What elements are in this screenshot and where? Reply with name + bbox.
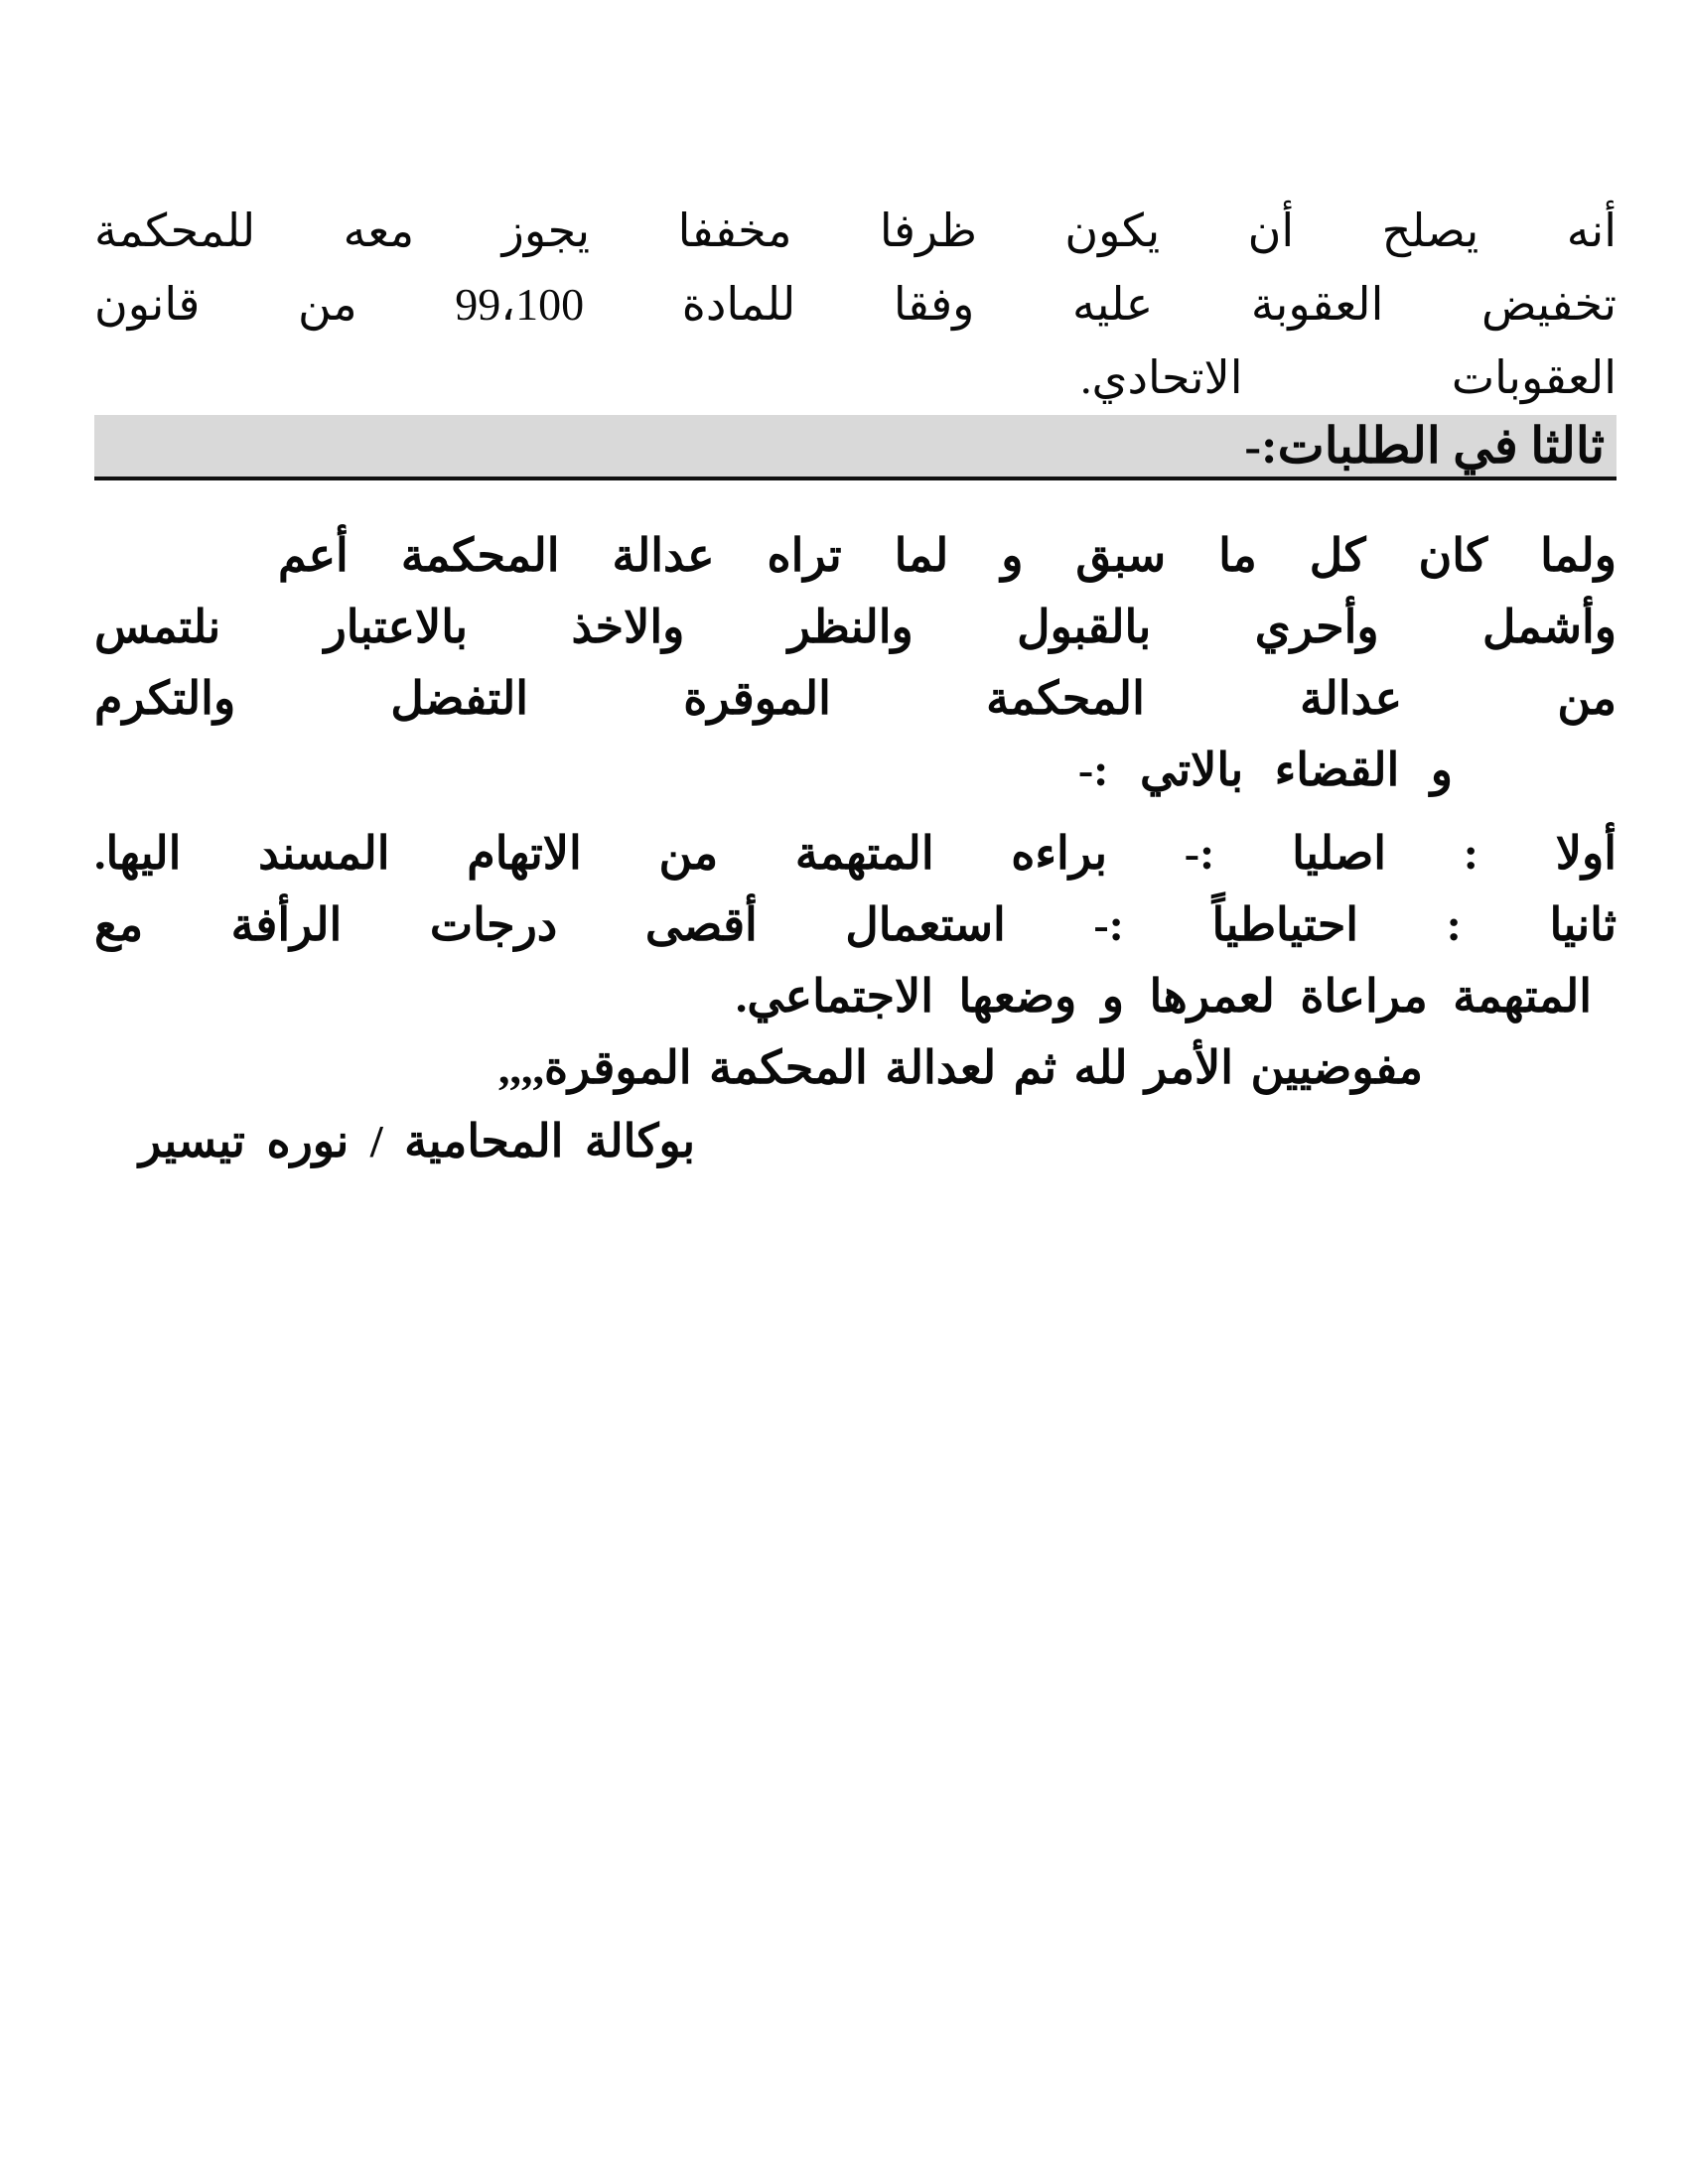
section-heading-requests-title: ثالثا في الطلبات:-	[1244, 418, 1605, 474]
section-heading-requests-bar	[94, 415, 1617, 480]
paragraph-mitigating-circumstance	[94, 195, 1617, 415]
request-alternative-line: ثانيا : احتياطياً :- استعمال أقصى درجات الرأفة مع	[94, 899, 1617, 950]
paragraph-line: و القضاء بالاتي :-	[1077, 745, 1453, 795]
signature-line	[94, 1106, 1617, 1177]
paragraph-line	[94, 341, 1617, 415]
paragraph-requests-list	[94, 818, 1617, 1104]
paragraph-line: ولما كان كل ما سبق و لما تراه عدالة المحكمة أعم	[278, 530, 1617, 581]
closing-invocation-line: مفوضيين الأمر لله ثم لعدالة المحكمة الموقرة,,,,	[497, 1042, 1423, 1093]
paragraph-line: المتهمة مراعاة لعمرها و وضعها الاجتماعي.	[735, 971, 1592, 1022]
paragraph-line: من عدالة المحكمة الموقرة التفضل والتكرم	[94, 673, 1617, 724]
paragraph-line: أنه يصلح أن يكون ظرفا مخففا يجوز معه للمحكمة	[94, 205, 1617, 256]
paragraph-line: وأشمل وأحري بالقبول والنظر والاخذ بالاعتبار نلتمس	[94, 602, 1617, 652]
paragraph-line: تخفيض العقوبة عليه وفقا للمادة 99،100 من قانون	[94, 279, 1617, 330]
stretched-text: العقوبات الاتحادي.	[1080, 352, 1617, 403]
paragraph-petition-to-court	[94, 520, 1617, 806]
request-primary-line: أولا : اصليا :- براءه المتهمة من الاتهام المسند اليها.	[94, 828, 1617, 879]
attorney-signature-text: بوكالة المحامية / نوره تيسير	[139, 1116, 696, 1166]
